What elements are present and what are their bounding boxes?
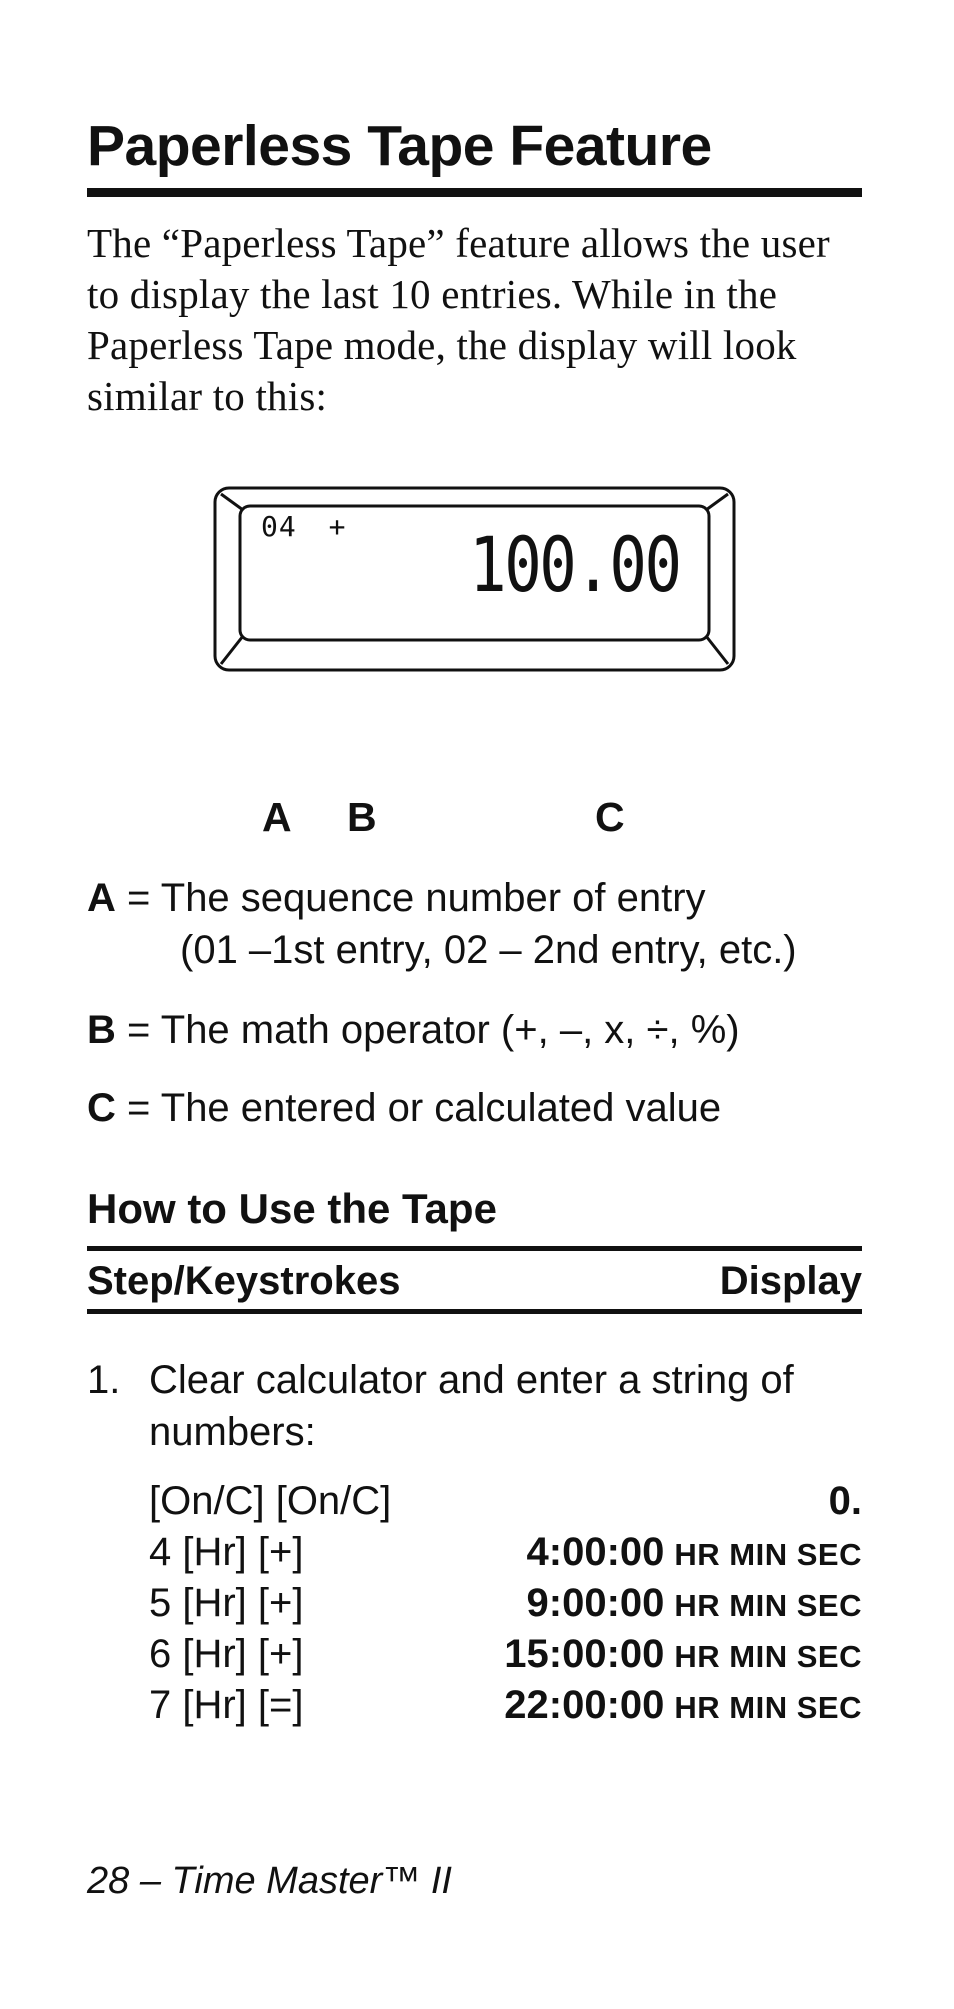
- step-number: 1.: [87, 1358, 121, 1402]
- page-footer: 28 – Time Master™ II: [87, 1860, 452, 1902]
- table-header-rule: [87, 1309, 862, 1314]
- marker-c: C: [595, 794, 625, 840]
- page-title: Paperless Tape Feature: [87, 114, 712, 178]
- display-number: 22:00:00: [504, 1683, 665, 1727]
- display-unit: HR MIN SEC: [674, 1588, 862, 1623]
- legend-b-key: B: [87, 1008, 116, 1052]
- display-unit: HR MIN SEC: [674, 1537, 862, 1572]
- lcd-value: 100.00: [469, 520, 680, 609]
- keystroke: 6 [Hr] [+]: [149, 1632, 304, 1676]
- lcd-sequence-number: 04: [261, 510, 297, 543]
- intro-paragraph: The “Paperless Tape” feature allows the user to display the last 10 entries. While in the Paperless Tape mode, the display will look similar to this:: [87, 220, 830, 419]
- marker-b: B: [347, 794, 377, 840]
- column-header-display: Display: [719, 1259, 862, 1303]
- legend-b: [87, 1004, 877, 1056]
- marker-a: A: [262, 794, 292, 840]
- keystroke: 7 [Hr] [=]: [149, 1683, 304, 1727]
- section-heading: How to Use the Tape: [87, 1185, 497, 1232]
- legend-a-text: = The sequence number of entry: [115, 876, 706, 920]
- step-text: Clear calculator and enter a string of numbers:: [149, 1358, 794, 1454]
- title-underline: [87, 188, 862, 197]
- table-top-rule: [87, 1246, 862, 1251]
- legend-c-key: C: [87, 1086, 116, 1130]
- keystroke: [On/C] [On/C]: [149, 1479, 392, 1523]
- keystroke: 5 [Hr] [+]: [149, 1581, 304, 1625]
- display-unit: HR MIN SEC: [674, 1639, 862, 1674]
- display-unit: HR MIN SEC: [674, 1690, 862, 1725]
- table-row: [149, 1476, 862, 1527]
- display-number: 9:00:00: [526, 1581, 665, 1625]
- display-number: 0.: [828, 1479, 862, 1523]
- table-row: [149, 1578, 862, 1629]
- legend-b-text: = The math operator (+, –, x, ÷, %): [115, 1008, 740, 1052]
- lcd-operator: +: [328, 510, 347, 543]
- keystroke-table: [149, 1476, 862, 1731]
- legend-a-detail: (01 –1st entry, 02 – 2nd entry, etc.): [180, 928, 797, 972]
- manual-page: [87, 0, 862, 2009]
- lcd-display-illustration: [213, 486, 736, 672]
- table-row: [149, 1680, 862, 1731]
- display-number: 15:00:00: [504, 1632, 665, 1676]
- display-value: [527, 1578, 862, 1631]
- keystroke: 4 [Hr] [+]: [149, 1530, 304, 1574]
- legend-a: [87, 872, 877, 924]
- legend-c-text: = The entered or calculated value: [115, 1086, 722, 1130]
- display-value: [829, 1476, 862, 1527]
- display-number: 4:00:00: [526, 1530, 665, 1574]
- table-row: [149, 1527, 862, 1578]
- display-value: [504, 1680, 862, 1733]
- table-row: [149, 1629, 862, 1680]
- legend-a-key: A: [87, 876, 116, 920]
- lcd-sequence-readout: [261, 510, 346, 543]
- display-value: [527, 1527, 862, 1580]
- display-value: [504, 1629, 862, 1682]
- column-header-keystrokes: Step/Keystrokes: [87, 1259, 401, 1303]
- legend-c: [87, 1082, 877, 1134]
